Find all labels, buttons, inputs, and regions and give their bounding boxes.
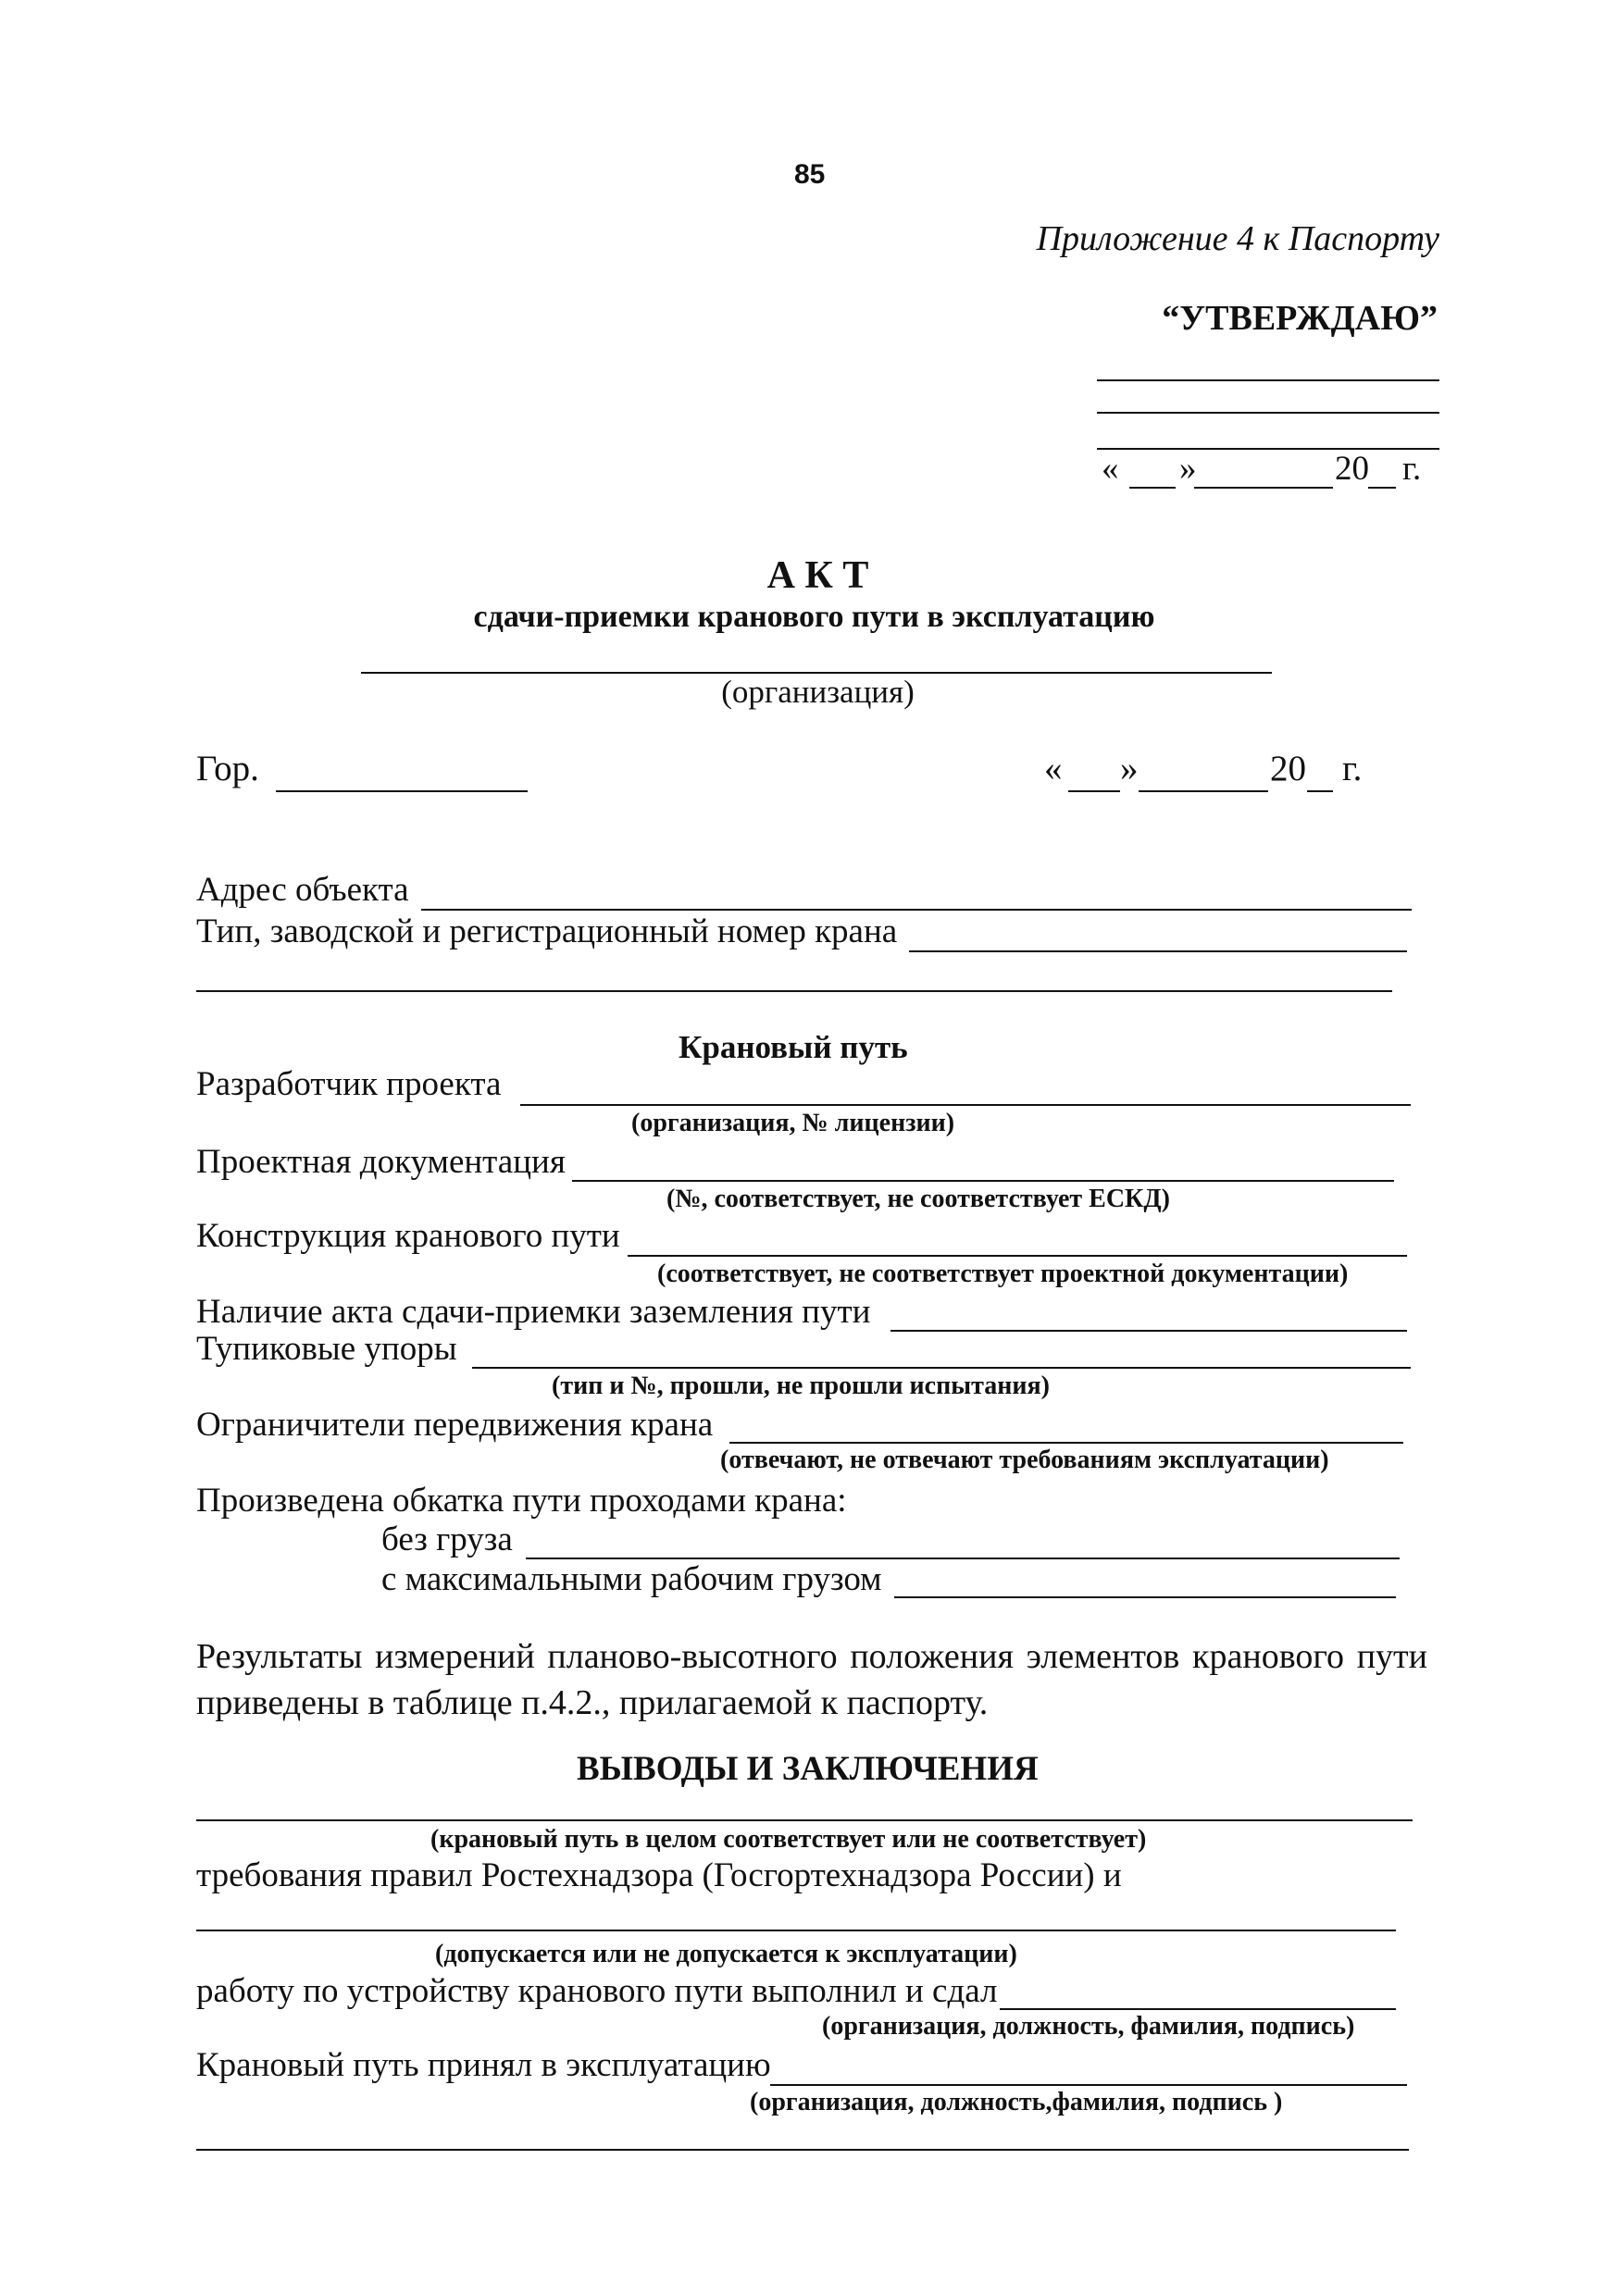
approval-month-line[interactable] bbox=[1194, 487, 1333, 489]
act-month-line[interactable] bbox=[1139, 790, 1268, 792]
conclusion-field-2[interactable] bbox=[196, 1930, 1396, 1931]
approval-day-line[interactable] bbox=[1129, 487, 1176, 489]
approval-line-1[interactable] bbox=[1097, 379, 1439, 381]
act-date-close: » bbox=[1120, 749, 1139, 788]
work-done-note: (организация, должность, фамилия, подпись) bbox=[822, 2012, 1355, 2041]
grounding-label: Наличие акта сдачи-приемки заземления пути bbox=[196, 1293, 871, 1331]
max-load-label: с максимальными рабочим грузом bbox=[381, 1560, 882, 1598]
requirements-text: требования правил Ростехнадзора (Госгортехнадзора России) и bbox=[196, 1856, 1122, 1894]
crane-number-label: Тип, заводской и регистрационный номер крана bbox=[196, 912, 898, 950]
address-field[interactable] bbox=[421, 909, 1412, 911]
act-title: А К Т bbox=[766, 554, 869, 597]
address-label: Адрес объекта bbox=[196, 871, 409, 909]
design-docs-note: (№, соответствует, не соответствует ЕСКД) bbox=[666, 1185, 1170, 1213]
accepted-field-2[interactable] bbox=[196, 2149, 1409, 2151]
design-docs-label: Проектная документация bbox=[196, 1143, 566, 1181]
approval-year-suffix: г. bbox=[1402, 450, 1422, 488]
max-load-field[interactable] bbox=[894, 1596, 1396, 1598]
work-done-label: работу по устройству кранового пути выполнил и сдал bbox=[196, 1972, 998, 2010]
appendix-reference: Приложение 4 к Паспорту bbox=[1036, 219, 1439, 258]
act-subtitle: сдачи-приемки кранового пути в эксплуатацию bbox=[473, 600, 1155, 634]
approval-line-3[interactable] bbox=[1097, 448, 1439, 450]
approval-label: “УТВЕРЖДАЮ” bbox=[1162, 299, 1438, 338]
crane-track-heading: Крановый путь bbox=[679, 1029, 908, 1065]
work-done-field[interactable] bbox=[1000, 2008, 1396, 2010]
crane-number-field[interactable] bbox=[909, 950, 1407, 952]
construction-field[interactable] bbox=[628, 1255, 1407, 1257]
limiters-field[interactable] bbox=[729, 1442, 1403, 1444]
approval-date-close: » bbox=[1179, 450, 1197, 488]
conclusion-note-2: (допускается или не допускается к эксплуатации) bbox=[435, 1940, 1017, 1968]
act-day-line[interactable] bbox=[1068, 790, 1120, 792]
crane-number-field-2[interactable] bbox=[196, 990, 1392, 992]
limiters-note: (отвечают, не отвечают требованиям эксплуатации) bbox=[720, 1446, 1329, 1474]
conclusions-heading: ВЫВОДЫ И ЗАКЛЮЧЕНИЯ bbox=[577, 1750, 1039, 1788]
approval-year-line[interactable] bbox=[1368, 487, 1396, 489]
stops-note: (тип и №, прошли, не прошли испытания) bbox=[552, 1371, 1050, 1400]
conclusion-note-1: (крановый путь в целом соответствует или не соответствует) bbox=[430, 1825, 1147, 1854]
city-label: Гор. bbox=[196, 749, 259, 788]
act-year-line[interactable] bbox=[1307, 790, 1333, 792]
developer-label: Разработчик проекта bbox=[196, 1065, 502, 1103]
accepted-field[interactable] bbox=[770, 2084, 1407, 2086]
act-year-prefix: 20 bbox=[1270, 749, 1306, 788]
stops-field[interactable] bbox=[472, 1367, 1411, 1369]
act-year-suffix: г. bbox=[1342, 749, 1363, 788]
construction-label: Конструкция кранового пути bbox=[196, 1217, 620, 1255]
approval-date bbox=[1102, 449, 1119, 489]
act-date-open: « bbox=[1044, 749, 1063, 788]
organization-caption: (организация) bbox=[721, 674, 915, 710]
runin-label: Произведена обкатка пути проходами крана: bbox=[196, 1482, 847, 1520]
accepted-note: (организация, должность,фамилия, подпись ) bbox=[750, 2088, 1283, 2116]
approval-date-open: « bbox=[1102, 450, 1119, 488]
stops-label: Тупиковые упоры bbox=[196, 1330, 457, 1368]
results-line-1: Результаты измерений планово-высотного положения элементов кранового пути bbox=[196, 1637, 1427, 1676]
conclusion-field-1[interactable] bbox=[196, 1819, 1413, 1821]
no-load-label: без груза bbox=[381, 1520, 513, 1558]
page-number: 85 bbox=[794, 159, 826, 190]
city-field[interactable] bbox=[276, 790, 528, 792]
accepted-label: Крановый путь принял в эксплуатацию bbox=[196, 2046, 771, 2084]
results-line-2: приведены в таблице п.4.2., прилагаемой к паспорту. bbox=[196, 1683, 989, 1722]
construction-note: (соответствует, не соответствует проектной документации) bbox=[657, 1260, 1349, 1288]
limiters-label: Ограничители передвижения крана bbox=[196, 1406, 714, 1444]
grounding-field[interactable] bbox=[890, 1330, 1407, 1332]
design-docs-field[interactable] bbox=[572, 1180, 1394, 1182]
developer-note: (организация, № лицензии) bbox=[631, 1109, 955, 1137]
approval-year-prefix: 20 bbox=[1335, 450, 1369, 488]
approval-line-2[interactable] bbox=[1097, 412, 1439, 414]
developer-field[interactable] bbox=[520, 1104, 1411, 1106]
